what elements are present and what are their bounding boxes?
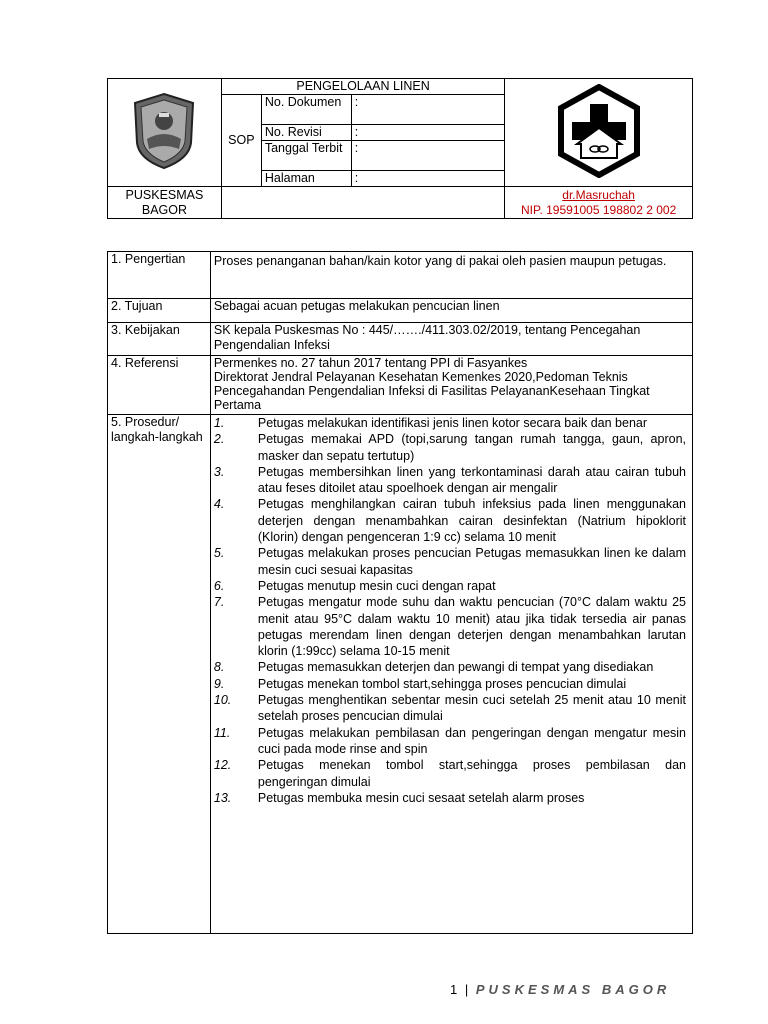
procedure-step (214, 431, 686, 464)
health-logo-cell (505, 79, 693, 187)
step-number: 1. (213, 416, 225, 430)
step-text: Petugas menekan tombol start,sehingga proses pembilasan dan pengeringan dimulai (257, 758, 686, 789)
field-value-tanggal-terbit: : (351, 141, 505, 171)
page-footer (450, 982, 670, 997)
referensi-line: Permenkes no. 27 tahun 2017 tentang PPI di Fasyankes (213, 356, 528, 370)
section-text-kebijakan: SK kepala Puskesmas No : 445/……./411.303.02/2019, tentang Pencegahan Pengendalian Infeksi (210, 323, 692, 356)
sop-title: PENGELOLAAN LINEN (221, 79, 504, 95)
procedure-step (214, 496, 686, 545)
regional-emblem-icon (129, 91, 199, 171)
procedure-step (214, 415, 686, 431)
procedure-steps-list (214, 415, 686, 806)
section-label-kebijakan: 3. Kebijakan (108, 323, 211, 356)
step-text: Petugas menghilangkan cairan tubuh infeksius pada linen menggunakan deterjen dengan menambahkan cairan desinfektan (Natrium hipoklorit (Klorin) dengan pengenceran 1:9 cc) selama 10 menit (257, 497, 686, 545)
regional-logo-cell (108, 79, 222, 187)
section-procedure-steps (210, 415, 692, 934)
step-number: 8. (213, 660, 225, 675)
procedure-step (214, 594, 686, 659)
section-text-pengertian: Proses penanganan bahan/kain kotor yang di pakai oleh pasien maupun petugas. (210, 252, 692, 299)
step-number: 9. (213, 676, 225, 691)
step-text: Petugas melakukan identifikasi jenis linen kotor secara baik dan benar (257, 416, 648, 430)
step-text: Petugas membersihkan linen yang terkontaminasi darah atau cairan tubuh atau feses ditoilet atau spoelhoek dengan air mengalir (257, 464, 686, 496)
field-label-halaman: Halaman (261, 171, 351, 187)
field-label-no-revisi: No. Revisi (261, 125, 351, 141)
section-label-prosedur: 5. Prosedur/ langkah-langkah (108, 415, 211, 934)
section-label-pengertian: 1. Pengertian (108, 252, 211, 299)
page-number: 1 (450, 982, 458, 997)
field-value-no-dokumen: : (351, 95, 505, 125)
procedure-step (214, 676, 686, 692)
procedure-step (214, 464, 686, 497)
field-value-halaman: : (351, 171, 505, 187)
puskesmas-logo-icon (557, 84, 641, 178)
step-number: 13. (213, 790, 232, 805)
step-number: 7. (213, 595, 225, 610)
step-text: Petugas membuka mesin cuci sesaat setelah alarm proses (257, 790, 585, 805)
step-number: 10. (213, 693, 232, 708)
step-text: Petugas menekan tombol start,sehingga proses pencucian dimulai (257, 676, 627, 691)
procedure-step (214, 578, 686, 594)
procedure-step (214, 725, 686, 758)
procedure-step (214, 545, 686, 578)
step-number: 12. (213, 758, 232, 773)
step-number: 11. (213, 725, 231, 740)
field-value-no-revisi: : (351, 125, 505, 141)
signer-block (505, 187, 693, 219)
sop-label: SOP (221, 95, 261, 187)
sop-content-table (107, 251, 693, 934)
referensi-line: Direktorat Jendral Pelayanan Kesehatan Kemenkes 2020,Pedoman Teknis Pencegahandan Pengendalian Infeksi di Fasilitas PelayananKesehaan Tingkat Pertama (213, 370, 650, 412)
step-number: 5. (213, 546, 225, 561)
signer-name: dr.Masruchah (562, 187, 635, 202)
step-number: 4. (213, 497, 225, 512)
procedure-step (214, 692, 686, 725)
section-label-referensi: 4. Referensi (108, 356, 211, 415)
step-text: Petugas melakukan proses pencucian Petugas memasukkan linen ke dalam mesin cuci sesuai kapasitas (257, 546, 686, 577)
section-text-tujuan: Sebagai acuan petugas melakukan pencucian linen (210, 299, 692, 323)
page-separator: | (464, 982, 469, 997)
step-number: 6. (213, 578, 225, 593)
step-number: 3. (213, 464, 225, 479)
footer-org-name: PUSKESMAS BAGOR (475, 982, 671, 997)
step-number: 2. (213, 432, 225, 447)
step-text: Petugas memasukkan deterjen dan pewangi di tempat yang disediakan (257, 660, 654, 675)
section-text-referensi (210, 356, 692, 415)
step-text: Petugas menghentikan sebentar mesin cuci setelah 25 menit atau 10 menit setelah proses pencucian dimulai (257, 693, 686, 724)
section-label-tujuan: 2. Tujuan (108, 299, 211, 323)
step-text: Petugas melakukan pembilasan dan pengeringan dengan mengatur mesin cuci pada mode rinse and spin (257, 725, 686, 756)
procedure-step (214, 659, 686, 675)
step-text: Petugas memakai APD (topi,sarung tangan rumah tangga, gaun, apron, masker dan sepatu tertutup) (257, 432, 686, 463)
signer-nip: NIP. 19591005 198802 2 002 (521, 202, 677, 217)
sop-header-table (107, 78, 693, 219)
org-name: PUSKESMAS BAGOR (108, 187, 222, 219)
procedure-step (214, 790, 686, 806)
procedure-step (214, 757, 686, 790)
field-label-no-dokumen: No. Dokumen (261, 95, 351, 125)
field-label-tanggal-terbit: Tanggal Terbit (261, 141, 351, 171)
blank-cell (221, 187, 504, 219)
step-text: Petugas mengatur mode suhu dan waktu pencucian (70°C dalam waktu 25 menit atau 95°C dalam waktu 10 menit) atau jika tidak tersedia air panas petugas merendam linen dengan deterjen dengan menambahkan larutan klorin (1:99cc) selama 10-15 menit (257, 595, 686, 659)
step-text: Petugas menutup mesin cuci dengan rapat (257, 578, 496, 593)
